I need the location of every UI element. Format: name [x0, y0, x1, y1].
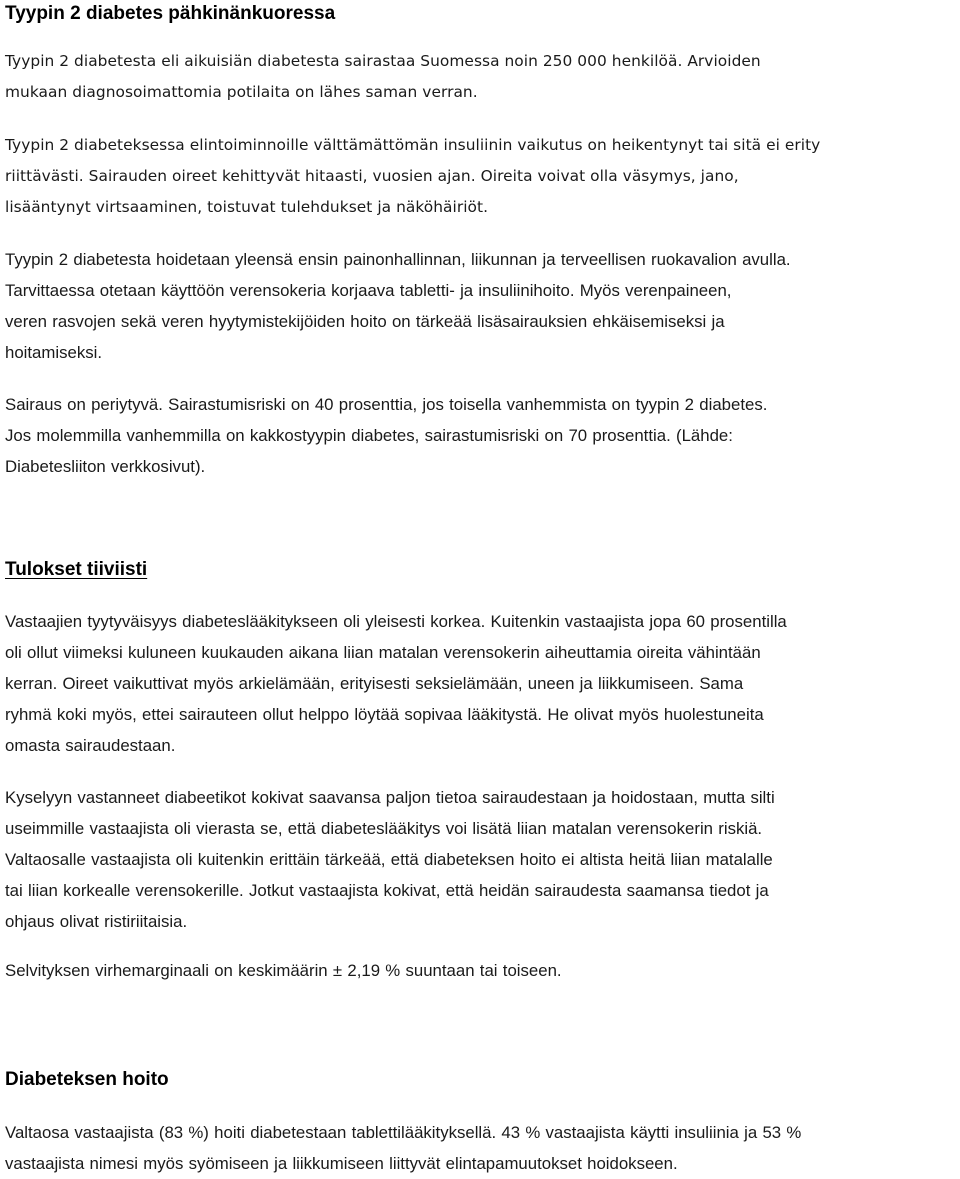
- paragraph-satisfaction: [5, 606, 958, 761]
- text-line: Tarvittaessa otetaan käyttöön verensokeria korjaava tabletti- ja insuliinihoito. Myös verenpaineen,: [5, 281, 732, 300]
- text-line: ohjaus olivat ristiriitaisia.: [5, 912, 188, 931]
- paragraph-symptoms: [5, 130, 958, 223]
- text-line: mukaan diagnosoimattomia potilaita on lähes saman verran.: [5, 83, 478, 101]
- text-line: Diabetesliiton verkkosivut).: [5, 457, 206, 476]
- paragraph-heredity: [5, 389, 958, 482]
- text-line: useimmille vastaajista oli vierasta se, että diabeteslääkitys voi lisätä liian matalan verensokerin riskiä.: [5, 819, 763, 838]
- text-line: Valtaosa vastaajista (83 %) hoiti diabetestaan tablettilääkityksellä. 43 % vastaajista käytti insuliinia ja 53 %: [5, 1123, 802, 1142]
- text-line: kerran. Oireet vaikuttivat myös arkielämään, erityisesti seksielämään, uneen ja liikkumiseen. Sama: [5, 674, 744, 693]
- section-heading-type2-diabetes: Tyypin 2 diabetes pähkinänkuoressa: [5, 3, 336, 24]
- text-line: hoitamiseksi.: [5, 343, 102, 362]
- text-line: Jos molemmilla vanhemmilla on kakkostyypin diabetes, sairastumisriski on 70 prosenttia. (Lähde:: [5, 426, 733, 445]
- text-line: Vastaajien tyytyväisyys diabeteslääkitykseen oli yleisesti korkea. Kuitenkin vastaajista jopa 60 prosentilla: [5, 612, 787, 631]
- text-line: tai liian korkealle verensokerille. Jotkut vastaajista kokivat, että heidän sairaudesta saamansa tiedot ja: [5, 881, 769, 900]
- text-line: oli ollut viimeksi kuluneen kuukauden aikana liian matalan verensokerin aiheuttamia oireita vähintään: [5, 643, 761, 662]
- text-line: Tyypin 2 diabeteksessa elintoiminnoille välttämättömän insuliinin vaikutus on heikentynyt tai sitä ei erity: [5, 136, 821, 154]
- text-line: Kyselyyn vastanneet diabeetikot kokivat saavansa paljon tietoa sairaudestaan ja hoidostaan, mutta silti: [5, 788, 775, 807]
- text-line: vastaajista nimesi myös syömiseen ja liikkumiseen liittyvät elintapamuutokset hoidokseen.: [5, 1154, 678, 1173]
- paragraph-margin-of-error: [5, 955, 958, 986]
- text-line: Sairaus on periytyvä. Sairastumisriski on 40 prosenttia, jos toisella vanhemmista on tyypin 2 diabetes.: [5, 395, 768, 414]
- paragraph-information: [5, 782, 958, 937]
- text-line: omasta sairaudestaan.: [5, 736, 176, 755]
- section-heading-diabetes-treatment: Diabeteksen hoito: [5, 1069, 169, 1090]
- text-line: Tyypin 2 diabetesta hoidetaan yleensä ensin painonhallinnan, liikunnan ja terveellisen ruokavalion avulla.: [5, 250, 791, 269]
- text-line: ryhmä koki myös, ettei sairauteen ollut helppo löytää sopivaa lääkitystä. He olivat myös huolestuneita: [5, 705, 764, 724]
- text-line: riittävästi. Sairauden oireet kehittyvät hitaasti, vuosien ajan. Oireita voivat olla väsymys, jano,: [5, 167, 739, 185]
- paragraph-treatment: [5, 244, 958, 368]
- paragraph-prevalence: [5, 46, 958, 108]
- paragraph-treatment-methods: [5, 1117, 958, 1179]
- text-line: lisääntynyt virtsaaminen, toistuvat tulehdukset ja näköhäiriöt.: [5, 198, 489, 216]
- text-line: Valtaosalle vastaajista oli kuitenkin erittäin tärkeää, että diabeteksen hoito ei altista heitä liian matalalle: [5, 850, 773, 869]
- section-heading-results-summary: Tulokset tiiviisti: [5, 559, 148, 580]
- text-line: Tyypin 2 diabetesta eli aikuisiän diabetesta sairastaa Suomessa noin 250 000 henkilöä. Arvioiden: [5, 52, 761, 70]
- text-line: Selvityksen virhemarginaali on keskimäärin ± 2,19 % suuntaan tai toiseen.: [5, 961, 562, 980]
- text-line: veren rasvojen sekä veren hyytymistekijöiden hoito on tärkeää lisäsairauksien ehkäisemiseksi ja: [5, 312, 725, 331]
